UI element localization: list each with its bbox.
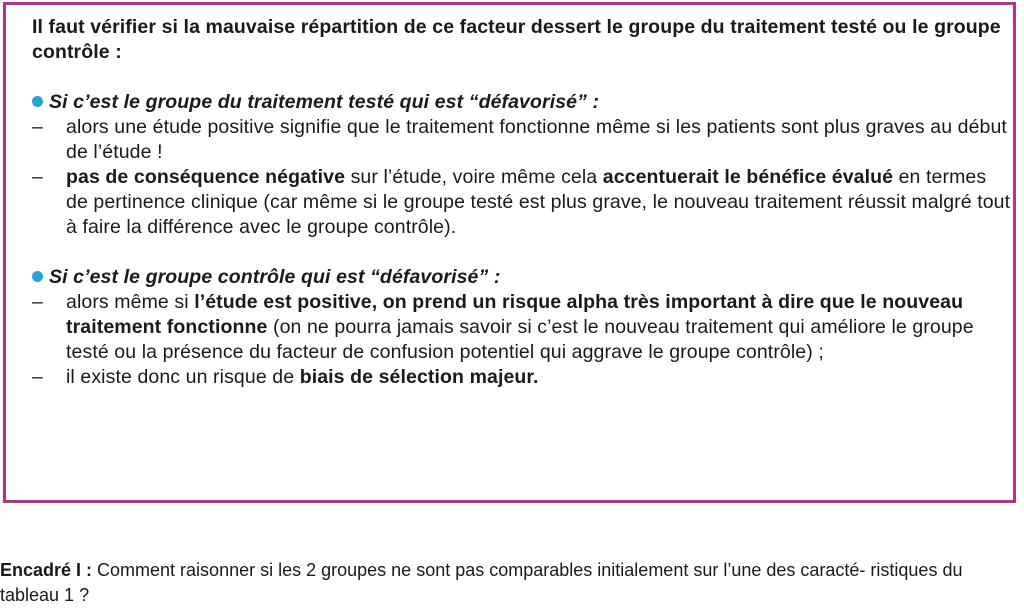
caption-label: Encadré I : <box>0 560 93 580</box>
list-item: – il existe donc un risque de biais de sélection majeur. <box>32 366 539 388</box>
caption-text: Comment raisonner si les 2 groupes ne sont pas comparables initialement sur l’une des caracté- ristiques du tableau 1 ? <box>0 560 963 605</box>
dash-icon: – <box>32 166 43 188</box>
dash-icon: – <box>32 116 43 138</box>
dash-icon: – <box>32 366 43 388</box>
section-heading-control-group: Si c’est le groupe contrôle qui est “défavorisé” : <box>32 265 1012 290</box>
section-heading-tested-group: Si c’est le groupe du traitement testé qui est “défavorisé” : <box>32 90 1012 115</box>
info-box-content <box>32 15 1012 390</box>
dash-icon: – <box>32 291 43 313</box>
intro-text: Il faut vérifier si la mauvaise répartition de ce facteur dessert le groupe du traitement testé ou le groupe contrôle : <box>32 16 1001 63</box>
info-box <box>3 2 1016 503</box>
list-item: – alors une étude positive signifie que le traitement fonctionne même si les patients sont plus graves au début de l’étude ! <box>32 116 1007 163</box>
figure-caption <box>0 558 1020 608</box>
bullet-icon <box>32 271 43 282</box>
bullet-icon <box>32 96 43 107</box>
list-item: – alors même si l’étude est positive, on prend un risque alpha très important à dire que le nouveau traitement fonctionne (on ne pourra jamais savoir si c’est le nouveau traitement qui améliore le groupe testé ou la présence du facteur de confusion potentiel qui aggrave le groupe contrôle) ; <box>32 291 974 363</box>
list-item: – pas de conséquence négative sur l’étude, voire même cela accentuerait le bénéfice évalué en termes de pertinence clinique (car même si le groupe testé est plus grave, le nouveau traitement réussit malgré tout à faire la différence avec le groupe contrôle). <box>32 166 1011 238</box>
